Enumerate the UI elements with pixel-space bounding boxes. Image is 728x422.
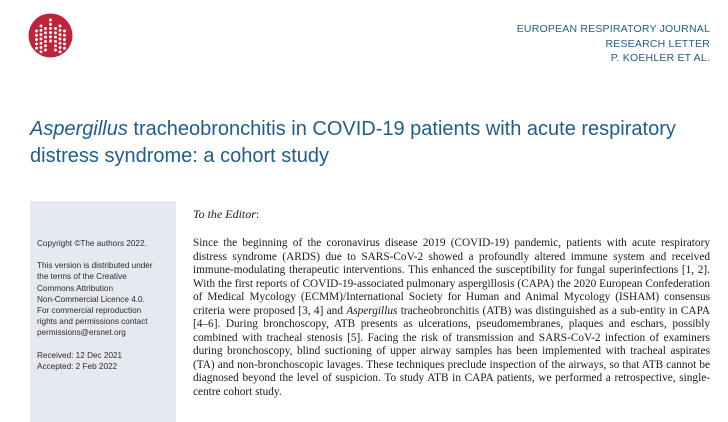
permissions-email[interactable]: permissions@ersnet.org — [37, 328, 126, 338]
title-rest: tracheobronchitis in COVID-19 patients with acute respiratory distress syndrome: a cohort study — [30, 118, 676, 167]
journal-name: EUROPEAN RESPIRATORY JOURNAL — [516, 23, 710, 35]
title-genus: Aspergillus — [30, 118, 128, 140]
license-line: For commercial reproduction — [37, 306, 142, 316]
license-line: rights and permissions contact — [37, 317, 148, 327]
article-title — [30, 116, 710, 170]
accepted-date: Accepted: 2 Feb 2022 — [37, 361, 118, 371]
body-segment: Since the beginning of the coronavirus disease 2019 (COVID-19) pandemic, patients with acute respiratory distress syndrome (ARDS) due to SARS-CoV-2 showed a profoundly altered immune system and received immune-modulating therapeutic interventions. This enhanced the susceptibility for fungal superinfections [1, 2]. With the first reports of COVID-19-associated pulmonary aspergillosis (CAPA) the 2020 European Confederation of Medical Mycology (ECMM)/International Society for Human and Animal Mycology (ISHAM) consensus criteria were proposed [3, 4] and — [193, 237, 710, 317]
body-genus: Aspergillus — [346, 304, 398, 317]
body-segment: tracheobronchitis (ATB) was distinguished as a sub-entity in CAPA [4–6]. During bronchoscopy, ATB presents as ulcerations, pseudomembranes, plaques and eschars, possibly combined with tracheal stenosis [5]. Facing the risk of transmission and SARS-CoV-2 infection of examiners during bronchoscopy, blind suctioning of upper airway samples has been implemented with tracheal aspirates (TA) and non-bronchoscopic lavages. These techniques preclude inspection of the airways, so that ATB cannot be diagnosed beyond the level of suspicion. To study ATB in CAPA patients, we performed a retrospective, single-centre cohort study. — [193, 304, 710, 398]
license-line: the terms of the Creative — [37, 272, 127, 282]
salutation — [193, 207, 259, 222]
license-notice — [37, 260, 173, 338]
ers-lungs-logo-icon — [28, 13, 73, 58]
article-info-text — [37, 238, 173, 372]
license-line: Non-Commercial Licence 4.0. — [37, 294, 145, 304]
license-line: Commons Attribution — [37, 283, 113, 293]
journal-header — [517, 22, 710, 66]
received-date: Received: 12 Dec 2021 — [37, 350, 123, 360]
license-line: This version is distributed under — [37, 261, 153, 271]
body-paragraph — [193, 237, 710, 399]
running-authors: P. KOEHLER ET AL. — [610, 52, 710, 64]
salutation-text: To the Editor — [193, 207, 256, 221]
copyright-notice: Copyright ©The authors 2022. — [37, 239, 147, 248]
article-type: RESEARCH LETTER — [605, 37, 710, 50]
salutation-colon: : — [255, 207, 260, 221]
